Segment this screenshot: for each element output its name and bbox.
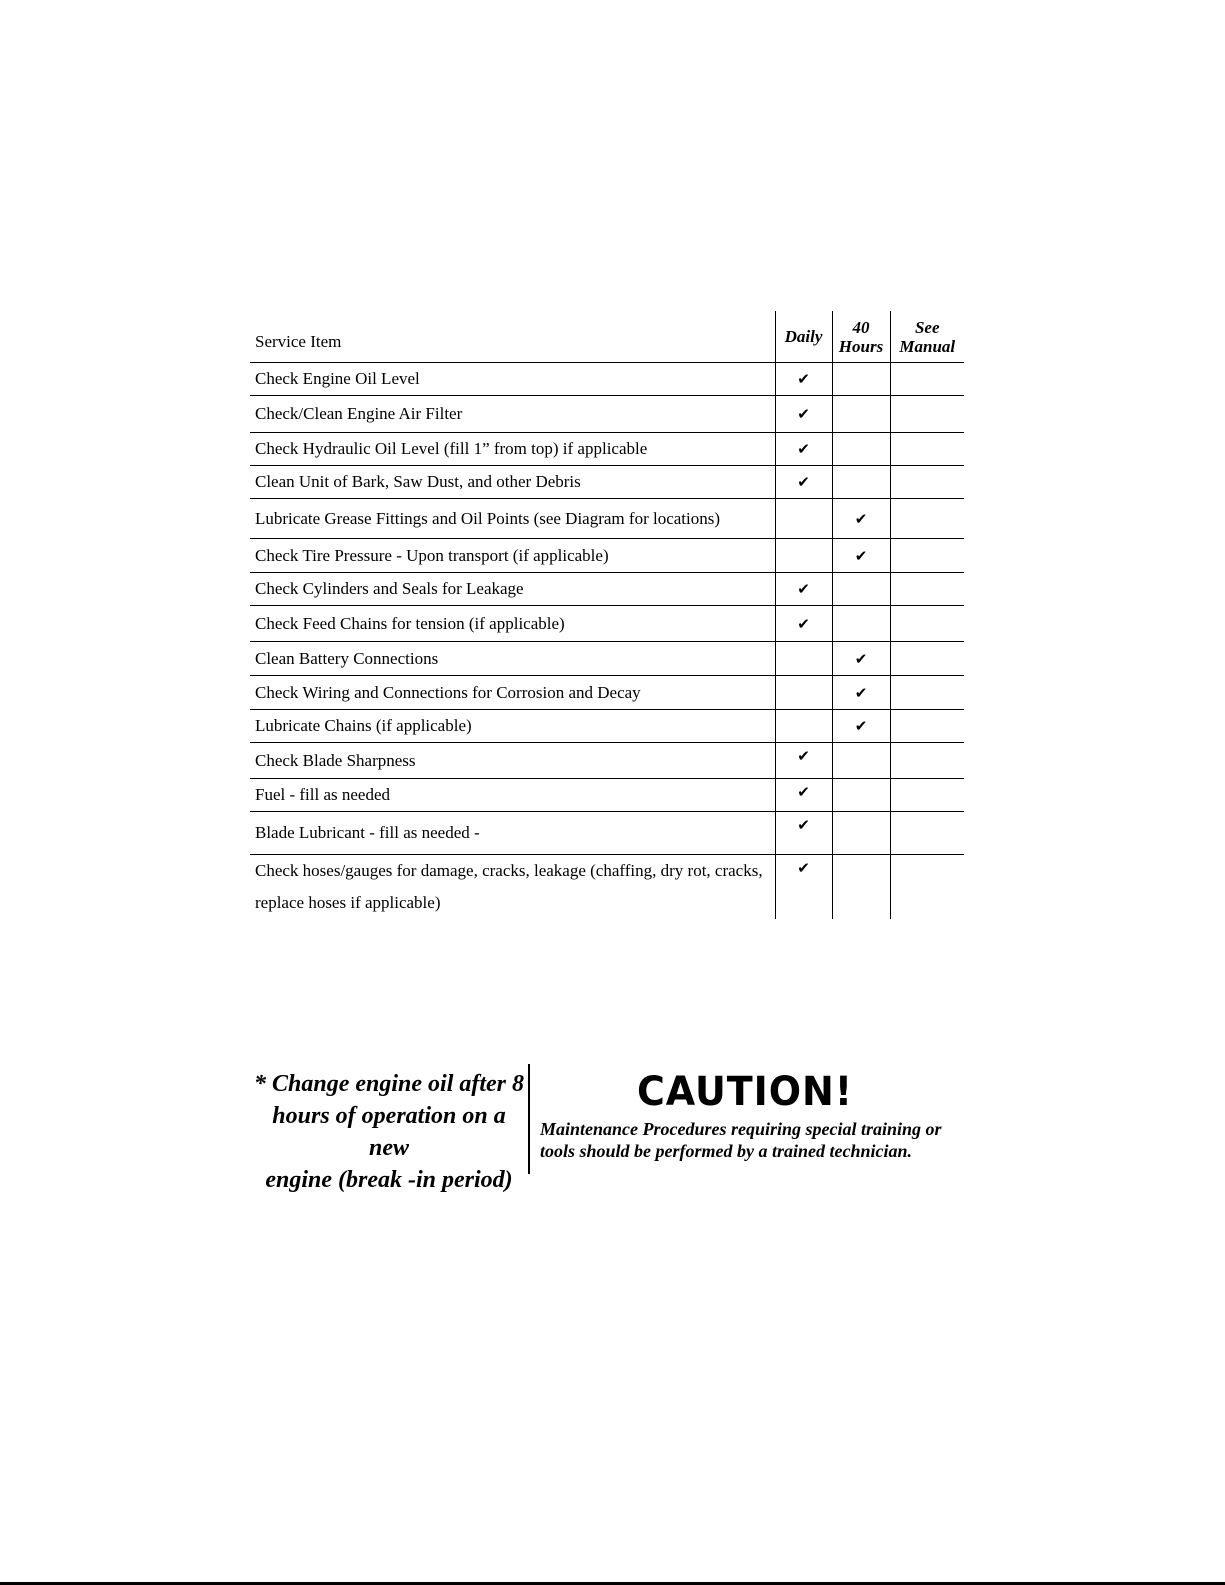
interval-cell-manual	[890, 499, 964, 539]
interval-cell-40-hours	[832, 499, 890, 539]
interval-cell-daily	[775, 573, 832, 606]
caution-text-line2: tools should be performed by a trained technician.	[540, 1141, 913, 1161]
table-row	[250, 466, 964, 499]
table-row	[250, 779, 964, 812]
checkmark-icon: ✔	[797, 859, 810, 877]
interval-cell-manual	[890, 812, 964, 855]
interval-cell-manual	[890, 363, 964, 396]
interval-cell-manual	[890, 855, 964, 920]
header-service-item: Service Item	[250, 311, 775, 363]
interval-cell-40-hours	[832, 812, 890, 855]
header-see-manual	[890, 311, 964, 363]
table-row	[250, 743, 964, 779]
header-daily-label: Daily	[784, 327, 823, 346]
interval-cell-40-hours	[832, 466, 890, 499]
table-row	[250, 539, 964, 573]
interval-cell-manual	[890, 743, 964, 779]
interval-cell-daily	[775, 433, 832, 466]
header-see-manual-line1: See	[914, 317, 940, 337]
service-item-cell: Lubricate Grease Fittings and Oil Points (see Diagram for locations)	[250, 499, 775, 539]
service-item-cell: Fuel - fill as needed	[250, 779, 775, 812]
interval-cell-daily	[775, 676, 832, 710]
interval-cell-manual	[890, 466, 964, 499]
checkmark-icon: ✔	[797, 440, 810, 458]
service-item-text-line1: Check hoses/gauges for damage, cracks, leakage (chaffing, dry rot, cracks,	[255, 861, 763, 880]
break-in-note-line2: hours of operation on a new	[272, 1103, 506, 1161]
break-in-note	[254, 1068, 524, 1196]
service-item-cell: Lubricate Chains (if applicable)	[250, 710, 775, 743]
service-item-cell: Check Wiring and Connections for Corrosion and Decay	[250, 676, 775, 710]
interval-cell-manual	[890, 573, 964, 606]
checkmark-icon: ✔	[797, 370, 810, 388]
interval-cell-40-hours	[832, 433, 890, 466]
service-item-cell: Clean Unit of Bark, Saw Dust, and other Debris	[250, 466, 775, 499]
checkmark-icon: ✔	[797, 783, 810, 801]
checkmark-icon: ✔	[854, 717, 868, 735]
table-row	[250, 396, 964, 433]
interval-cell-daily	[775, 710, 832, 743]
table-row	[250, 855, 964, 920]
interval-cell-daily	[775, 743, 832, 779]
interval-cell-daily	[775, 466, 832, 499]
table-header-row	[250, 311, 964, 363]
table-body	[250, 363, 964, 920]
checkmark-icon: ✔	[797, 614, 810, 633]
service-item-cell: Check Feed Chains for tension (if applicable)	[250, 606, 775, 642]
service-item-cell	[250, 855, 775, 920]
table-row	[250, 499, 964, 539]
caution-text-line1: Maintenance Procedures requiring special training or	[540, 1119, 942, 1139]
interval-cell-daily	[775, 396, 832, 433]
checkmark-icon: ✔	[854, 649, 868, 668]
header-40-hours	[832, 311, 890, 363]
caution-box	[540, 1066, 950, 1162]
header-40-hours-line1: 40	[852, 317, 870, 337]
interval-cell-manual	[890, 710, 964, 743]
interval-cell-40-hours	[832, 676, 890, 710]
interval-cell-40-hours	[832, 855, 890, 920]
interval-cell-40-hours	[832, 779, 890, 812]
table-row	[250, 676, 964, 710]
interval-cell-manual	[890, 433, 964, 466]
service-item-cell: Check Blade Sharpness	[250, 743, 775, 779]
table-row	[250, 812, 964, 855]
interval-cell-daily	[775, 363, 832, 396]
interval-cell-40-hours	[832, 396, 890, 433]
break-in-note-line3: engine (break -in period)	[265, 1167, 513, 1193]
checkmark-icon: ✔	[797, 816, 810, 834]
table-row	[250, 433, 964, 466]
interval-cell-daily	[775, 499, 832, 539]
interval-cell-manual	[890, 396, 964, 433]
service-item-cell: Check Tire Pressure - Upon transport (if applicable)	[250, 539, 775, 573]
interval-cell-daily	[775, 539, 832, 573]
table-row	[250, 642, 964, 676]
interval-cell-40-hours	[832, 743, 890, 779]
break-in-note-line1: * Change engine oil after 8	[254, 1071, 525, 1097]
header-40-hours-line2: Hours	[838, 336, 884, 356]
service-item-cell: Check Hydraulic Oil Level (fill 1” from top) if applicable	[250, 433, 775, 466]
checkmark-icon: ✔	[854, 683, 868, 702]
service-item-cell: Blade Lubricant - fill as needed -	[250, 812, 775, 855]
maintenance-schedule-table	[250, 311, 964, 919]
interval-cell-daily	[775, 812, 832, 855]
table-row	[250, 606, 964, 642]
interval-cell-manual	[890, 779, 964, 812]
interval-cell-manual	[890, 676, 964, 710]
interval-cell-daily	[775, 855, 832, 920]
service-item-cell: Clean Battery Connections	[250, 642, 775, 676]
interval-cell-manual	[890, 539, 964, 573]
caution-title: CAUTION!	[636, 1069, 854, 1115]
table-row	[250, 363, 964, 396]
header-daily	[775, 311, 832, 363]
checkmark-icon: ✔	[797, 580, 810, 598]
header-see-manual-line2: Manual	[899, 336, 956, 356]
checkmark-icon: ✔	[797, 473, 810, 491]
checkmark-icon: ✔	[854, 509, 868, 528]
interval-cell-daily	[775, 642, 832, 676]
table-row	[250, 710, 964, 743]
table-row	[250, 573, 964, 606]
interval-cell-manual	[890, 606, 964, 642]
interval-cell-manual	[890, 642, 964, 676]
interval-cell-daily	[775, 779, 832, 812]
interval-cell-40-hours	[832, 363, 890, 396]
interval-cell-40-hours	[832, 642, 890, 676]
service-item-cell: Check Cylinders and Seals for Leakage	[250, 573, 775, 606]
checkmark-icon: ✔	[797, 405, 810, 423]
interval-cell-40-hours	[832, 573, 890, 606]
service-item-cell: Check Engine Oil Level	[250, 363, 775, 396]
interval-cell-daily	[775, 606, 832, 642]
notes-divider	[528, 1064, 530, 1174]
checkmark-icon: ✔	[797, 747, 810, 765]
service-item-cell: Check/Clean Engine Air Filter	[250, 396, 775, 433]
checkmark-icon: ✔	[854, 546, 868, 565]
interval-cell-40-hours	[832, 710, 890, 743]
interval-cell-40-hours	[832, 539, 890, 573]
interval-cell-40-hours	[832, 606, 890, 642]
service-item-text-line2: replace hoses if applicable)	[255, 893, 441, 912]
